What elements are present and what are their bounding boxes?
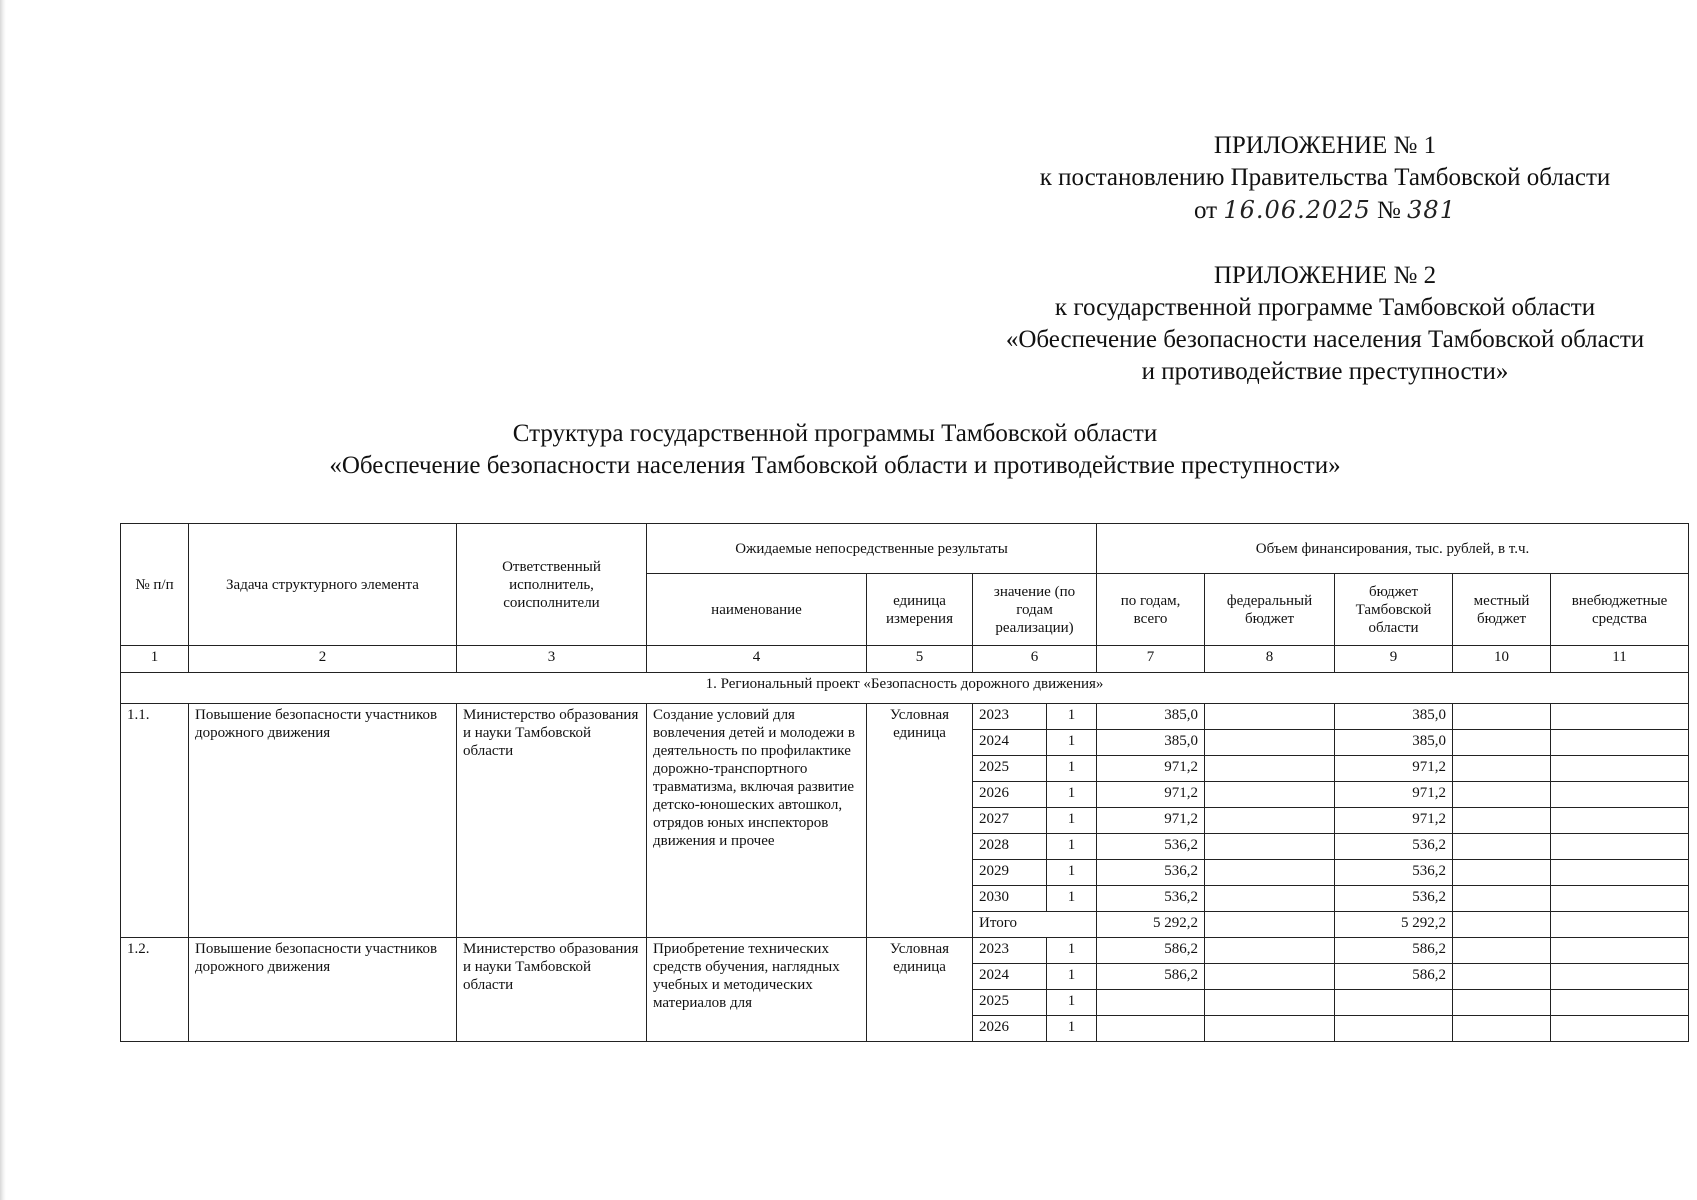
header-regional: бюджет Тамбовской области: [1335, 574, 1453, 646]
header-total: по годам, всего: [1097, 574, 1205, 646]
appendix-2-title: ПРИЛОЖЕНИЕ № 2: [1213, 262, 1437, 289]
appendix-1-title: ПРИЛОЖЕНИЕ № 1: [1213, 132, 1437, 159]
scan-edge: [0, 0, 6, 1200]
table-row: 2030 1 536,2 536,2: [121, 886, 1689, 912]
item-executor: Министерство образования и науки Тамбовской области: [457, 938, 647, 1042]
header-task: Задача структурного элемента: [189, 524, 457, 646]
header-results-group: Ожидаемые непосредственные результаты: [647, 524, 1097, 574]
total-row: Итого 5 292,2 5 292,2: [121, 912, 1689, 938]
item-unit: Условная единица: [867, 938, 973, 1042]
section-title: 1. Региональный проект «Безопасность дорожного движения»: [121, 673, 1689, 704]
item-result: Создание условий для вовлечения детей и молодежи в деятельность по профилактике дорожно-транспортного травматизма, включая развитие детско-юношеских автошкол, отрядов юных инспекторов движения и прочее: [647, 704, 867, 938]
header-unit: единица измерения: [867, 574, 973, 646]
table-row: 2026 1: [121, 1016, 1689, 1042]
header-num: № п/п: [121, 524, 189, 646]
item-unit: Условная единица: [867, 704, 973, 938]
table-row: 2028 1 536,2 536,2: [121, 834, 1689, 860]
header-federal: федеральный бюджет: [1205, 574, 1335, 646]
item-num: 1.1.: [121, 704, 189, 938]
table-row: 2027 1 971,2 971,2: [121, 808, 1689, 834]
table-row: 2024 1 586,2 586,2: [121, 964, 1689, 990]
program-structure-table: [120, 523, 1689, 1042]
item-executor: Министерство образования и науки Тамбовской области: [457, 704, 647, 938]
document-title: Структура государственной программы Тамбовской области «Обеспечение безопасности населения Тамбовской области и противодействие преступности»: [329, 420, 1341, 479]
table-row: 2025 1 971,2 971,2: [121, 756, 1689, 782]
item-task: Повышение безопасности участников дорожного движения: [189, 704, 457, 938]
table-row: 2029 1 536,2 536,2: [121, 860, 1689, 886]
table-row: 1.1. Повышение безопасности участников дорожного движения Министерство образования и науки Тамбовской области Создание условий для вовлечения детей и молодежи в деятельность по профилактике дорожно-транспортного травматизма, включая развитие детско-юношеских автошкол, отрядов юных инспекторов движения и прочее Условная единица 2023 1 385,0 385,0: [121, 704, 1689, 730]
table-row: 2026 1 971,2 971,2: [121, 782, 1689, 808]
table-row: 1.2. Повышение безопасности участников дорожного движения Министерство образования и науки Тамбовской области Приобретение технических средств обучения, наглядных учебных и методических материалов для Условная единица 2023 1 586,2 586,2: [121, 938, 1689, 964]
header-local: местный бюджет: [1453, 574, 1551, 646]
appendix-1-date-line: от 16.06.2025 № 381: [1194, 196, 1456, 224]
header-name: наименование: [647, 574, 867, 646]
item-task: Повышение безопасности участников дорожного движения: [189, 938, 457, 1042]
handwritten-number: 381: [1407, 196, 1456, 224]
item-result: Приобретение технических средств обучения, наглядных учебных и методических материалов для: [647, 938, 867, 1042]
header-executor: Ответственный исполнитель, соисполнители: [457, 524, 647, 646]
table-row: 2024 1 385,0 385,0: [121, 730, 1689, 756]
appendix-1-subtitle: к постановлению Правительства Тамбовской области: [1039, 164, 1611, 191]
item-num: 1.2.: [121, 938, 189, 1042]
header-extra: внебюджетные средства: [1551, 574, 1689, 646]
header-finance-group: Объем финансирования, тыс. рублей, в т.ч.: [1097, 524, 1689, 574]
handwritten-date: 16.06.2025: [1223, 196, 1371, 224]
column-numbers-row: 1 2 3 4 5 6 7 8 9 10 11: [121, 646, 1689, 673]
total-label: Итого: [973, 912, 1097, 938]
table-row: 2025 1: [121, 990, 1689, 1016]
appendix-2-header: ПРИЛОЖЕНИЕ № 2 к государственной программе Тамбовской области «Обеспечение безопасности населения Тамбовской области и противодействие преступности»: [940, 260, 1697, 388]
section-row: [121, 673, 1689, 704]
header-value: значение (по годам реализации): [973, 574, 1097, 646]
appendix-1-header: [940, 130, 1697, 227]
